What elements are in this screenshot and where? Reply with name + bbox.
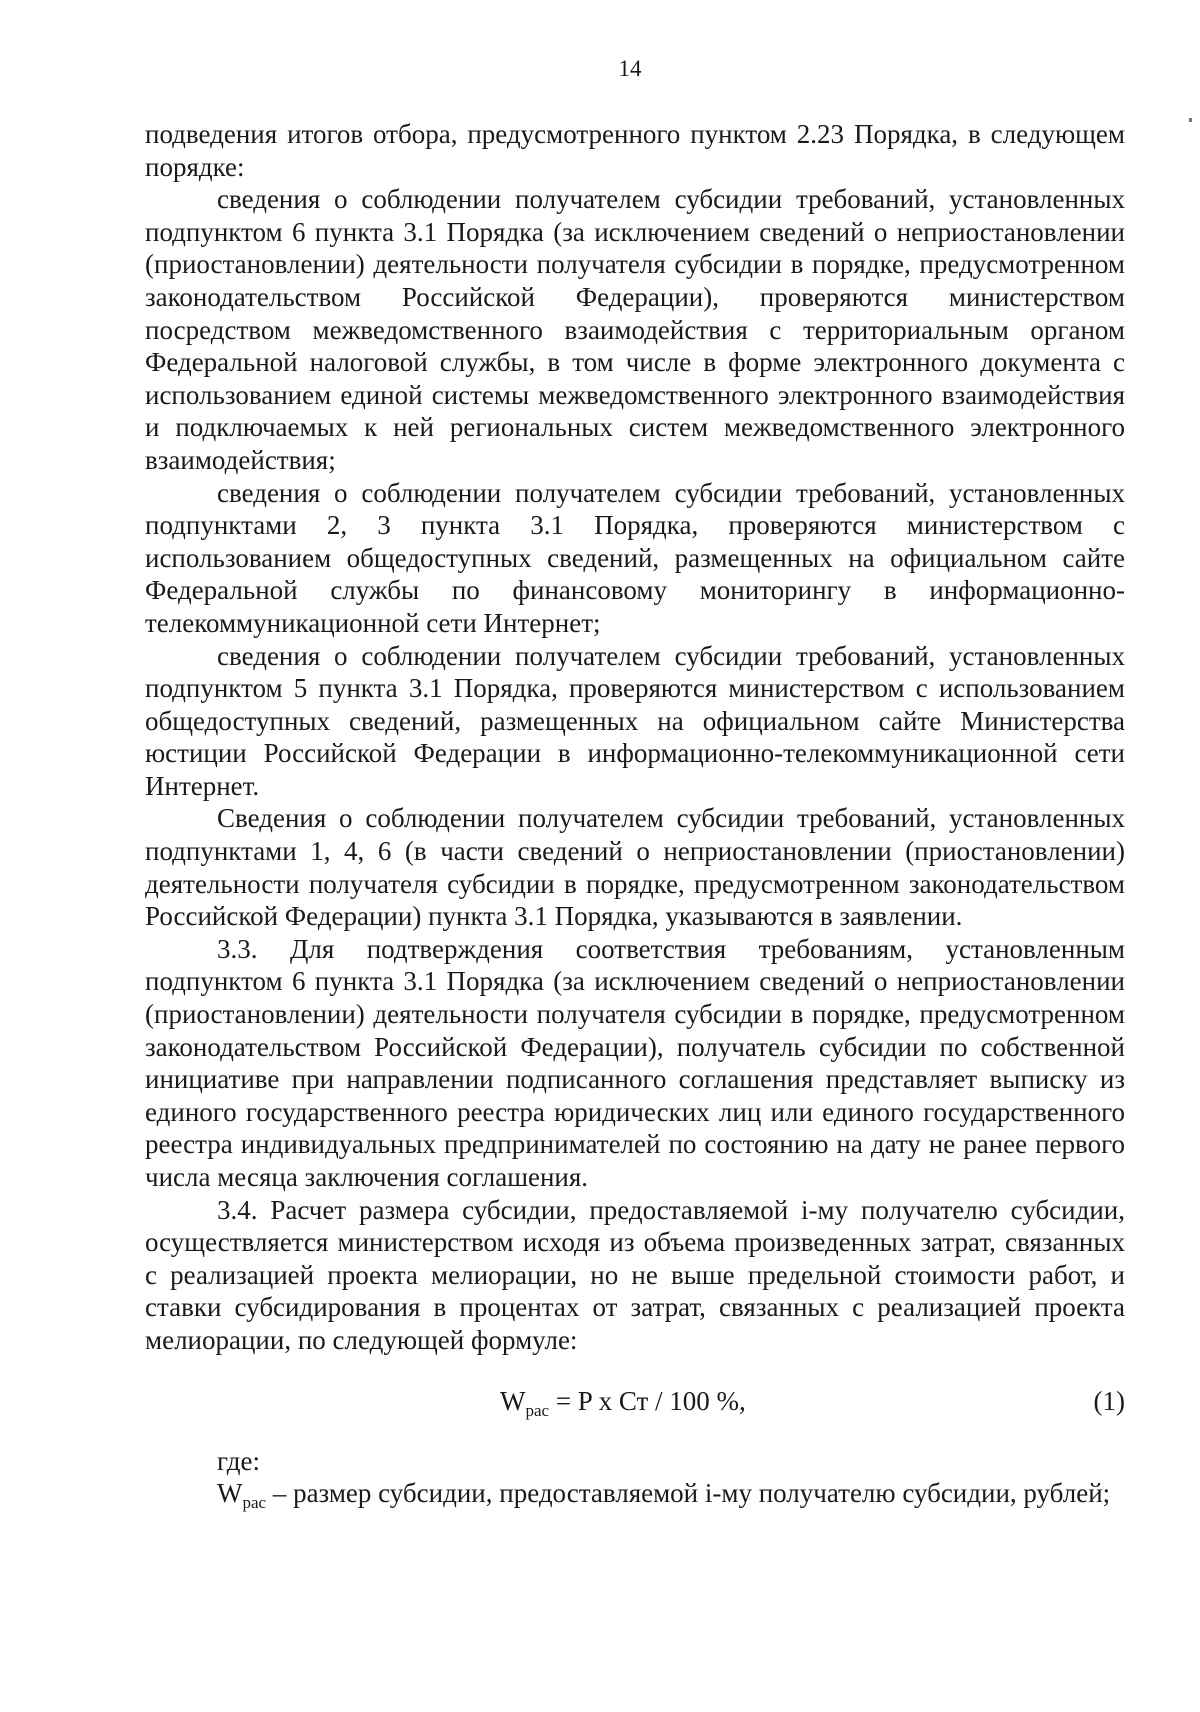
definition-text: – размер субсидии, предоставляемой i-му получателю субсидии, рублей; — [266, 1478, 1111, 1509]
formula-rhs: = P x Ст / 100 %, — [549, 1385, 746, 1416]
definition-item — [145, 1477, 1125, 1513]
paragraph-application-statements: Сведения о соблюдении получателем субсидии требований, установленных подпунктами 1, 4, 6 (в части сведений о неприостановлении (приостановлении) деятельности получателя субсидии в порядке, предусмотренном законодательством Российской Федерации) пункта 3.1 Порядка, указываются в заявлении. — [145, 803, 1125, 932]
document-body — [145, 118, 1125, 1513]
paragraph-continuation: подведения итогов отбора, предусмотренного пунктом 2.23 Порядка, в следующем порядке: — [145, 119, 1125, 182]
definition-symbol: W — [217, 1478, 243, 1509]
paragraph-clause-3-3: 3.3. Для подтверждения соответствия требованиям, установленным подпунктом 6 пункта 3.1 Порядка (за исключением сведений о неприостановлении (приостановлении) деятельности получателя субсидии в порядке, предусмотренном законодательством Российской Федерации), получатель субсидии по собственной инициативе при направлении подписанного соглашения представляет выписку из единого государственного реестра юридических лиц или единого государственного реестра индивидуальных предпринимателей по состоянию на дату не ранее первого числа месяца заключения соглашения. — [145, 933, 1125, 1192]
formula-definitions — [145, 1445, 1125, 1513]
definition-subscript: рас — [242, 1493, 267, 1513]
paragraph-financial-monitoring-check: сведения о соблюдении получателем субсидии требований, установленных подпунктами 2, 3 пункта 3.1 Порядка, проверяются министерством с использованием общедоступных сведений, размещенных на официальном сайте Федеральной службы по финансовому мониторингу в информационно-телекоммуникационной сети Интернет; — [145, 477, 1125, 638]
page-number: 14 — [618, 56, 642, 81]
paragraph-justice-ministry-check: сведения о соблюдении получателем субсидии требований, установленных подпунктом 5 пункта 3.1 Порядка, проверяются министерством с использованием общедоступных сведений, размещенных на официальном сайте Министерства юстиции Российской Федерации в информационно-телекоммуникационной сети Интернет. — [145, 640, 1125, 801]
paragraph-clause-3-4: 3.4. Расчет размера субсидии, предоставляемой i-му получателю субсидии, осуществляется министерством исходя из объема произведенных затрат, связанных с реализацией проекта мелиорации, но не выше предельной стоимости работ, и ставки субсидирования в процентах от затрат, связанных с реализацией проекта мелиорации, по следующей формуле: — [145, 1194, 1125, 1355]
formula-row — [145, 1385, 1125, 1420]
scan-artifact — [1189, 118, 1192, 122]
formula-symbol: W — [500, 1385, 526, 1416]
formula-subscript: рас — [525, 1400, 550, 1420]
subsidy-formula — [500, 1385, 746, 1418]
where-label: где: — [217, 1445, 260, 1476]
formula-number: (1) — [1093, 1385, 1125, 1416]
paragraph-tax-service-check: сведения о соблюдении получателем субсидии требований, установленных подпунктом 6 пункта 3.1 Порядка (за исключением сведений о неприостановлении (приостановлении) деятельности получателя субсидии в порядке, предусмотренном законодательством Российской Федерации), проверяются министерством посредством межведомственного взаимодействия с территориальным органом Федеральной налоговой службы, в том числе в форме электронного документа с использованием единой системы межведомственного электронного взаимодействия и подключаемых к ней региональных систем межведомственного электронного взаимодействия; — [145, 184, 1125, 475]
